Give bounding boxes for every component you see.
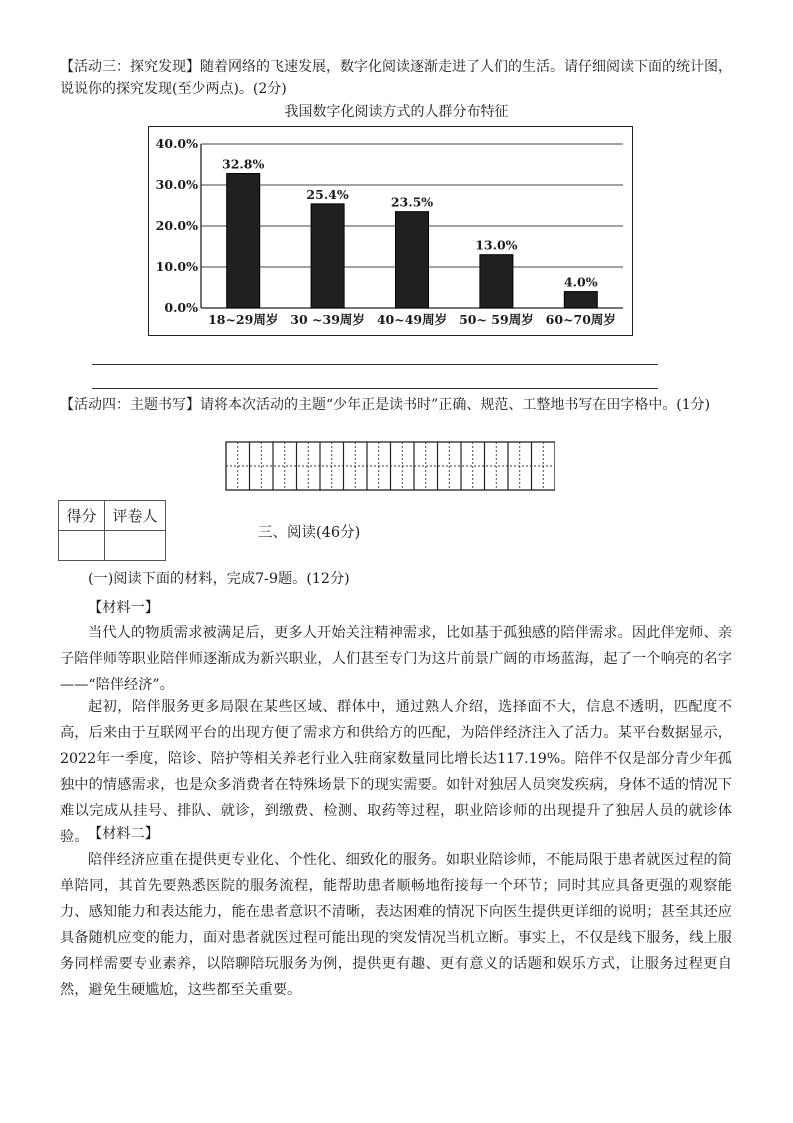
x-tick-label: 30 ~39周岁 [290,312,365,327]
activity4-question [60,393,732,417]
bar [396,212,429,308]
chart-title: 我国数字化阅读方式的人群分布特征 [284,104,509,120]
reviewer-cell[interactable] [105,531,166,561]
reviewer-header: 评卷人 [105,501,166,531]
data-label: 13.0% [475,237,518,253]
bar [227,174,260,308]
bar-chart [149,127,631,334]
activity4-text: 请将本次活动的主题“少年正是读书时”正确、规范、工整地书写在田字格中。(1分) [200,397,711,413]
section-title: 三、阅读(46分) [258,525,361,541]
activity3-label: 【活动三：探究发现】 [60,59,200,75]
score-header: 得分 [59,501,105,531]
answer-line-2[interactable] [92,388,658,389]
activity3-question [60,56,732,100]
x-tick-label: 40~49周岁 [376,312,448,327]
x-tick-label: 50~ 59周岁 [459,312,534,327]
y-tick-label: 0.0% [164,300,198,315]
tianzige-grid[interactable] [225,441,555,493]
score-cell[interactable] [59,531,105,561]
bar [311,204,344,308]
y-tick-label: 30.0% [155,177,198,192]
data-label: 23.5% [390,194,434,210]
x-tick-label: 18~29周岁 [208,312,279,327]
material1-paragraph-1: 当代人的物质需求被满足后，更多人开始关注精神需求，比如基于孤独感的陪伴需求。因此伴宠师、亲子陪伴师等职业陪伴师逐渐成为新兴职业，人们甚至专门为这片前景广阔的市场蓝海，起了一个响亮的名字——“陪伴经济”。 [60,625,732,693]
answer-line-1[interactable] [92,364,658,365]
x-tick-label: 60~70周岁 [545,312,616,327]
bar [564,292,597,308]
material1-heading: 【材料一】 [88,600,159,616]
y-tick-label: 10.0% [155,259,198,274]
activity3-text: 随着网络的飞速发展，数字化阅读逐渐走进了人们的生活。请仔细阅读下面的统计图，说说你的探究发现(至少两点)。(2分) [60,59,732,97]
score-table [58,500,166,561]
y-tick-label: 20.0% [155,218,198,233]
part1-instruction: (一)阅读下面的材料，完成7-9题。(12分) [88,571,350,587]
material2-heading: 【材料二】 [88,826,159,842]
chart-frame [148,126,633,336]
data-label: 25.4% [306,186,349,202]
y-tick-label: 40.0% [155,136,198,151]
data-label: 4.0% [563,274,598,290]
writing-grid[interactable] [225,441,555,497]
material1-paragraph-2: 起初，陪伴服务更多局限在某些区域、群体中，通过熟人介绍，选择面不大，信息不透明，匹配度不高，后来由于互联网平台的出现方便了需求方和供给方的匹配，为陪伴经济注入了活力。某平台数据显示，2022年一季度，陪诊、陪护等相关养老行业入驻商家数量同比增长达117.19%。陪伴不仅是部分青少年孤独中的情感需求，也是众多消费者在特殊场景下的现实需要。如针对独居人员突发疾病，身体不适的情况下难以完成从挂号、排队、就诊，到缴费、检测、取药等过程，职业陪诊师的出现提升了独居人员的就诊体验。 [60,699,732,845]
data-label: 32.8% [222,156,265,172]
bar [480,255,513,308]
activity4-label: 【活动四：主题书写】 [60,397,200,413]
material2-paragraph-1: 陪伴经济应重在提供更专业化、个性化、细致化的服务。如职业陪诊师，不能局限于患者就医过程的简单陪同，其首先要熟悉医院的服务流程，能帮助患者顺畅地衔接每一个环节；同时其应具备更强的观察能力、感知能力和表达能力，能在患者意识不清晰，表达困难的情况下向医生提供更详细的说明；甚至其还应具备随机应变的能力，面对患者就医过程可能出现的突发情况当机立断。事实上，不仅是线下服务，线上服务同样需要专业素养，以陪聊陪玩服务为例，提供更有趣、更有意义的话题和娱乐方式，让服务过程更自然，避免生硬尴尬，这些都至关重要。 [60,852,732,998]
